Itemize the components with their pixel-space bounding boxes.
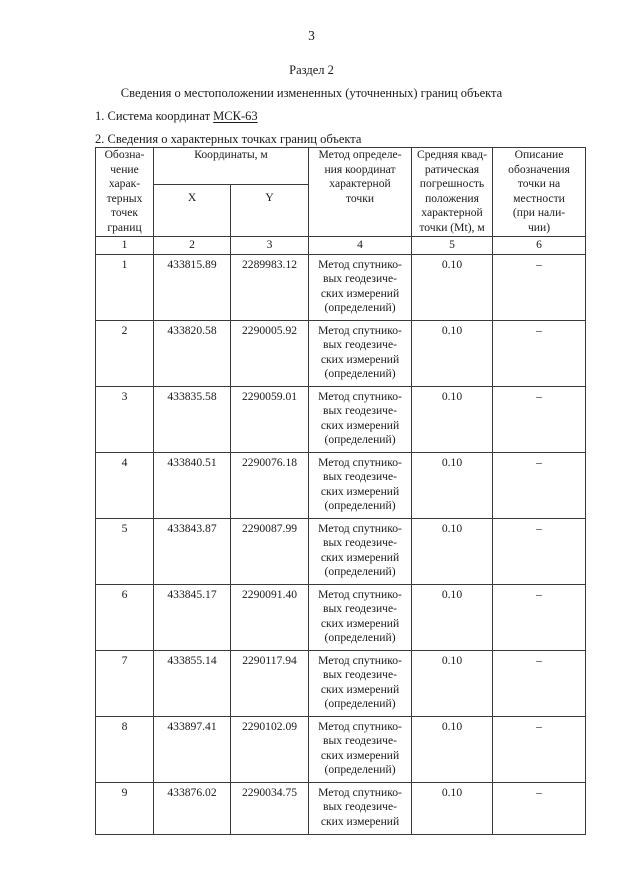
cell-method [309, 518, 412, 584]
text-line: (определений) [324, 301, 396, 315]
cell-x: 433843.87 [154, 518, 231, 584]
cell-mt: 0.10 [412, 716, 493, 782]
cell-method [309, 584, 412, 650]
text-line: харак- [108, 177, 141, 191]
text-line: Метод спутнико- [318, 389, 402, 403]
cell-point-number: 5 [96, 518, 154, 584]
text-line: вых геодезиче- [323, 338, 397, 352]
column-number-1: 1 [96, 236, 154, 254]
cell-point-number: 4 [96, 452, 154, 518]
cell-description: – [493, 650, 586, 716]
text-line: ских измерений [320, 550, 400, 564]
cell-method [309, 320, 412, 386]
column-number-4: 4 [309, 236, 412, 254]
text-line: местности [513, 191, 565, 205]
text-line: чение [110, 162, 139, 176]
text-line: Метод спутнико- [318, 785, 402, 799]
text-line: вых геодезиче- [323, 404, 397, 418]
cell-mt: 0.10 [412, 650, 493, 716]
text-line: чии) [527, 220, 551, 234]
text-line: вых геодезиче- [323, 800, 397, 814]
cell-mt: 0.10 [412, 584, 493, 650]
text-line: ских измерений [320, 286, 400, 300]
text-line: точки на [517, 177, 561, 191]
cell-description: – [493, 584, 586, 650]
cell-description: – [493, 782, 586, 834]
cell-x: 433897.41 [154, 716, 231, 782]
table-row [96, 782, 586, 834]
cell-y: 2290117.94 [231, 650, 309, 716]
column-number-3: 3 [231, 236, 309, 254]
text-line: Метод спутнико- [318, 323, 402, 337]
table-row [96, 650, 586, 716]
cell-method [309, 650, 412, 716]
table-column-number-row [96, 236, 586, 254]
cell-point-number: 2 [96, 320, 154, 386]
cell-method [309, 452, 412, 518]
text-line: обозначения [508, 162, 570, 176]
text-line: ских измерений [320, 748, 400, 762]
cell-x: 433845.17 [154, 584, 231, 650]
text-line: положения [425, 191, 479, 205]
cell-mt: 0.10 [412, 320, 493, 386]
cell-x: 433876.02 [154, 782, 231, 834]
text-line: Обозна- [104, 148, 145, 161]
text-line: (определений) [324, 697, 396, 711]
cell-y: 2290091.40 [231, 584, 309, 650]
text-line: вых геодезиче- [323, 470, 397, 484]
text-line: ских измерений [320, 814, 400, 828]
text-line: Метод спутнико- [318, 587, 402, 601]
text-line: погрешность [419, 177, 485, 191]
cell-method [309, 254, 412, 320]
cell-point-number: 1 [96, 254, 154, 320]
cell-y: 2290005.92 [231, 320, 309, 386]
cell-y: 2290087.99 [231, 518, 309, 584]
text-line: вых геодезиче- [323, 272, 397, 286]
cell-point-number: 6 [96, 584, 154, 650]
text-line: Метод спутнико- [318, 653, 402, 667]
document-subtitle: Сведения о местоположении измененных (уточненных) границ объекта [120, 86, 503, 100]
header-description [493, 148, 586, 237]
header-x [154, 185, 231, 236]
text-line: (определений) [324, 367, 396, 381]
cell-mt: 0.10 [412, 518, 493, 584]
text-line: вых геодезиче- [323, 668, 397, 682]
cell-description: – [493, 320, 586, 386]
table-row [96, 584, 586, 650]
text-line: вых геодезиче- [323, 536, 397, 550]
table-row [96, 320, 586, 386]
header-mean-square-error [412, 148, 493, 237]
cell-x: 433835.58 [154, 386, 231, 452]
column-number-2: 2 [154, 236, 231, 254]
text-line: вых геодезиче- [323, 734, 397, 748]
cell-description: – [493, 254, 586, 320]
cell-point-number: 3 [96, 386, 154, 452]
text-line: характерной [329, 177, 391, 191]
section-heading: Раздел 2 [289, 63, 334, 77]
cell-method [309, 716, 412, 782]
cell-x: 433840.51 [154, 452, 231, 518]
page-number: 3 [308, 28, 315, 43]
header-point-designation [96, 148, 154, 237]
cell-x: 433815.89 [154, 254, 231, 320]
cell-y: 2290034.75 [231, 782, 309, 834]
text-line: Y [265, 191, 274, 205]
text-line: границ [107, 220, 142, 234]
header-y [231, 185, 309, 236]
cell-y: 2290059.01 [231, 386, 309, 452]
cell-mt: 0.10 [412, 452, 493, 518]
text-line: Координаты, м [194, 148, 268, 161]
text-line: точки (Mt), м [419, 220, 485, 234]
text-line: ских измерений [320, 352, 400, 366]
table-row [96, 452, 586, 518]
cell-y: 2290076.18 [231, 452, 309, 518]
text-line: Метод спутнико- [318, 719, 402, 733]
text-line: ских измерений [320, 616, 400, 630]
text-line: терных [106, 191, 143, 205]
coordinate-system-value: МСК-63 [213, 109, 258, 123]
cell-point-number: 7 [96, 650, 154, 716]
column-number-6: 6 [493, 236, 586, 254]
cell-point-number: 8 [96, 716, 154, 782]
text-line: (определений) [324, 499, 396, 513]
cell-method [309, 386, 412, 452]
boundary-points-table [95, 147, 586, 835]
table-header-row [96, 148, 586, 185]
cell-method [309, 782, 412, 834]
cell-y: 2290102.09 [231, 716, 309, 782]
column-number-5: 5 [412, 236, 493, 254]
text-line: X [187, 191, 197, 205]
text-line: Метод определе- [318, 148, 402, 161]
text-line: ратическая [424, 162, 480, 176]
text-line: Средняя квад- [416, 148, 488, 161]
cell-mt: 0.10 [412, 782, 493, 834]
cell-description: – [493, 386, 586, 452]
cell-x: 433855.14 [154, 650, 231, 716]
text-line: вых геодезиче- [323, 602, 397, 616]
text-line: ских измерений [320, 682, 400, 696]
text-line: (при нали- [512, 206, 566, 220]
cell-description: – [493, 518, 586, 584]
text-line: ских измерений [320, 418, 400, 432]
text-line: характерной [421, 206, 483, 220]
text-line: точек [110, 206, 139, 220]
cell-x: 433820.58 [154, 320, 231, 386]
text-line: точки [345, 191, 375, 205]
coordinate-system-line [95, 108, 258, 124]
cell-point-number: 9 [96, 782, 154, 834]
cell-mt: 0.10 [412, 386, 493, 452]
cell-mt: 0.10 [412, 254, 493, 320]
text-line: Метод спутнико- [318, 455, 402, 469]
text-line: Метод спутнико- [318, 257, 402, 271]
text-line: (определений) [324, 763, 396, 777]
text-line: ния координат [324, 162, 396, 176]
table-row [96, 716, 586, 782]
text-line: Метод спутнико- [318, 521, 402, 535]
points-info-line: 2. Сведения о характерных точках границ объекта [95, 132, 362, 146]
text-line: ских измерений [320, 484, 400, 498]
table-row [96, 386, 586, 452]
table-row [96, 254, 586, 320]
text-line: (определений) [324, 433, 396, 447]
cell-description: – [493, 452, 586, 518]
cell-description: – [493, 716, 586, 782]
table-row [96, 518, 586, 584]
text-line: (определений) [324, 631, 396, 645]
text-line: (определений) [324, 565, 396, 579]
coordinate-system-label: 1. Система координат [95, 109, 211, 123]
text-line: Описание [514, 148, 564, 161]
header-coordinates-group [154, 148, 309, 185]
header-method [309, 148, 412, 237]
cell-y: 2289983.12 [231, 254, 309, 320]
